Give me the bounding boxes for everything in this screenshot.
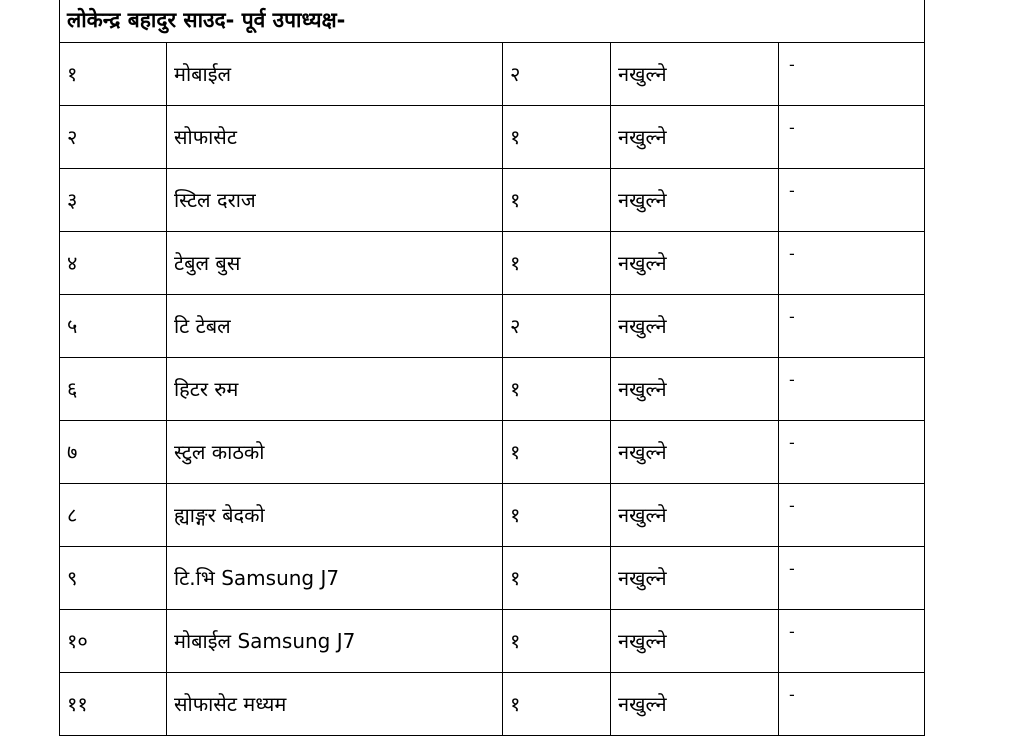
status-cell: नखुल्ने [611, 673, 779, 736]
table-row [60, 106, 925, 169]
item-name-cell: सोफासेट मध्यम [167, 673, 503, 736]
quantity-cell: १ [503, 421, 611, 484]
quantity-cell: १ [503, 358, 611, 421]
item-name-cell: हिटर रुम [167, 358, 503, 421]
table-row [60, 673, 925, 736]
quantity-cell: २ [503, 295, 611, 358]
status-cell: नखुल्ने [611, 106, 779, 169]
item-name-cell: टि टेबल [167, 295, 503, 358]
remark-cell: - [779, 547, 925, 610]
remark-cell: - [779, 232, 925, 295]
serial-number-cell: ७ [60, 421, 167, 484]
remark-cell: - [779, 295, 925, 358]
remark-cell: - [779, 106, 925, 169]
status-cell: नखुल्ने [611, 43, 779, 106]
table-heading-row [60, 0, 925, 43]
status-cell: नखुल्ने [611, 358, 779, 421]
status-cell: नखुल्ने [611, 421, 779, 484]
status-cell: नखुल्ने [611, 169, 779, 232]
item-name-cell: सोफासेट [167, 106, 503, 169]
status-cell: नखुल्ने [611, 610, 779, 673]
remark-cell: - [779, 484, 925, 547]
serial-number-cell: ११ [60, 673, 167, 736]
asset-table-body [60, 0, 925, 736]
serial-number-cell: ६ [60, 358, 167, 421]
remark-cell: - [779, 673, 925, 736]
table-row [60, 610, 925, 673]
table-row [60, 421, 925, 484]
table-row [60, 358, 925, 421]
table-row [60, 547, 925, 610]
remark-cell: - [779, 421, 925, 484]
table-row [60, 169, 925, 232]
serial-number-cell: १० [60, 610, 167, 673]
remark-cell: - [779, 358, 925, 421]
item-name-cell: मोबाईल [167, 43, 503, 106]
item-name-cell: ह्याङ्गर बेदको [167, 484, 503, 547]
table-row [60, 43, 925, 106]
item-name-cell: स्टिल दराज [167, 169, 503, 232]
serial-number-cell: ८ [60, 484, 167, 547]
quantity-cell: १ [503, 673, 611, 736]
quantity-cell: २ [503, 43, 611, 106]
item-name-cell: मोबाईल Samsung J7 [167, 610, 503, 673]
table-row [60, 295, 925, 358]
serial-number-cell: ९ [60, 547, 167, 610]
status-cell: नखुल्ने [611, 484, 779, 547]
remark-cell: - [779, 169, 925, 232]
table-row [60, 232, 925, 295]
quantity-cell: १ [503, 106, 611, 169]
serial-number-cell: २ [60, 106, 167, 169]
remark-cell: - [779, 43, 925, 106]
remark-cell: - [779, 610, 925, 673]
serial-number-cell: ४ [60, 232, 167, 295]
item-name-cell: स्टुल काठको [167, 421, 503, 484]
item-name-cell: टि.भि Samsung J7 [167, 547, 503, 610]
serial-number-cell: ५ [60, 295, 167, 358]
quantity-cell: १ [503, 484, 611, 547]
asset-table [59, 0, 925, 736]
serial-number-cell: ३ [60, 169, 167, 232]
quantity-cell: १ [503, 169, 611, 232]
table-heading: लोकेन्द्र बहादुर साउद- पूर्व उपाध्यक्ष- [60, 0, 925, 43]
quantity-cell: १ [503, 610, 611, 673]
serial-number-cell: १ [60, 43, 167, 106]
status-cell: नखुल्ने [611, 547, 779, 610]
quantity-cell: १ [503, 547, 611, 610]
table-row [60, 484, 925, 547]
status-cell: नखुल्ने [611, 232, 779, 295]
status-cell: नखुल्ने [611, 295, 779, 358]
item-name-cell: टेबुल बुस [167, 232, 503, 295]
quantity-cell: १ [503, 232, 611, 295]
